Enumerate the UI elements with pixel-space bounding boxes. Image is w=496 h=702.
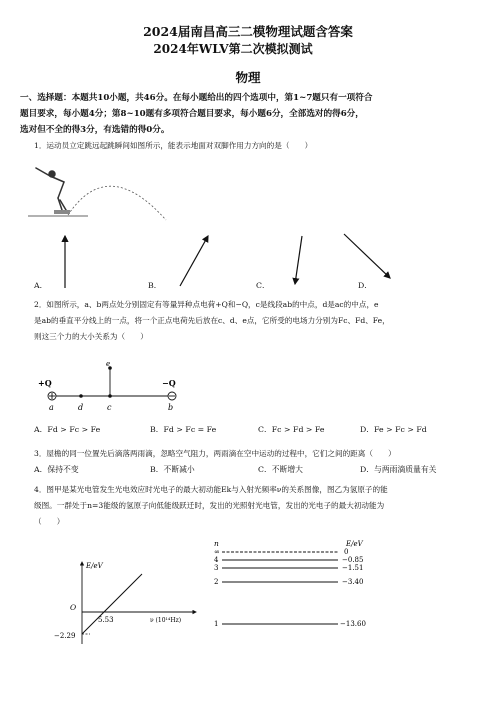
q2-option-a[interactable]: A．Fd > Fc > Fe	[34, 425, 101, 434]
point-b-label: b	[168, 403, 174, 412]
levels-e-label: E/eV	[346, 540, 363, 548]
graph-x-intercept: 5.53	[98, 616, 114, 624]
q3-option-c[interactable]: C．不断增大	[258, 465, 303, 474]
q1-arrow-options	[30, 228, 470, 290]
q2-line-1: 2．如图所示，a、b两点处分别固定有等量异种点电荷+Q和−Q，c是线段ab的中点，d是ac的中点，e	[34, 300, 379, 309]
photoelectric-graph	[50, 556, 200, 646]
level-n-4: 4	[214, 556, 219, 564]
level-n-1: 1	[214, 620, 219, 628]
q2-stem	[34, 297, 484, 345]
level-e-2: −3.40	[342, 578, 364, 586]
level-e-1: −13.60	[340, 620, 366, 628]
q2-option-b[interactable]: B．Fd > Fc = Fe	[150, 425, 217, 434]
levels-n-label: n	[214, 539, 219, 548]
document-title: 2024届南昌高三二模物理试题含答案	[143, 24, 353, 39]
graph-y-intercept: −2.29	[54, 632, 76, 640]
q2-option-c[interactable]: C．Fc > Fd > Fe	[258, 425, 325, 434]
q3-option-b[interactable]: B．不断减小	[150, 465, 195, 474]
point-a-label: a	[49, 403, 54, 412]
long-jump-figure	[28, 160, 168, 230]
charge-diagram	[34, 358, 194, 414]
graph-origin: O	[70, 603, 77, 612]
exam-subtitle: 2024年WLV第二次模拟测试	[153, 42, 313, 56]
point-e-label: e	[106, 360, 111, 368]
q1-option-c[interactable]: C．	[256, 281, 270, 290]
graph-ylabel: E/eV	[86, 562, 103, 570]
level-e-3: −1.51	[342, 564, 364, 572]
q2-line-3: 则这三个力的大小关系为（ ）	[34, 332, 148, 341]
minus-q-label: −Q	[162, 378, 176, 388]
level-e-4: −0.85	[342, 556, 364, 564]
plus-q-label: +Q	[38, 378, 52, 388]
point-d-label: d	[78, 403, 84, 412]
q1-option-d[interactable]: D．	[358, 281, 373, 290]
energy-level-diagram	[210, 538, 390, 638]
point-c-label: c	[107, 403, 112, 412]
q1-stem: 1．运动员立定跳远起跳瞬间如图所示，能表示地面对双脚作用力方向的是（ ）	[34, 141, 313, 150]
q2-option-d[interactable]: D．Fe > Fc > Fd	[360, 425, 427, 434]
level-n-3: 3	[214, 564, 219, 572]
graph-xlabel: ν (10¹⁴Hz)	[150, 617, 182, 624]
q1-option-b[interactable]: B．	[148, 281, 162, 290]
q4-line-2: 级图。一群处于n=3能级的氢原子向低能级跃迁时，发出的光照射光电管，发出的光电子的最大初动能为	[34, 501, 385, 510]
section-line-3: 选对但不全的得3分，有选错的得0分。	[20, 125, 170, 135]
q3-option-a[interactable]: A．保持不变	[34, 465, 79, 474]
q3-option-d[interactable]: D．与两雨滴质量有关	[360, 465, 437, 474]
q3-stem: 3．屋檐的同一位置先后滴落两雨滴，忽略空气阻力，两雨滴在空中运动的过程中，它们之间的距离（ ）	[34, 449, 396, 458]
arrow-d-icon	[344, 234, 390, 278]
q4-line-1: 4．图甲是某光电管发生光电效应时光电子的最大初动能Ek与入射光频率ν的关系图像，图乙为氢原子的能	[34, 485, 388, 494]
q2-line-2: 是ab的垂直平分线上的一点，将一个正点电荷先后放在c、d、e点，它所受的电场力分别为Fc、Fd、Fe，	[34, 316, 390, 325]
q1-option-a[interactable]: A．	[34, 281, 48, 290]
section-line-2: 题目要求，每小题4分；第8~10题有多项符合题目要求，每小题6分，全部选对的得6分，	[20, 109, 364, 119]
level-n-inf: ∞	[214, 548, 220, 556]
arrow-c-icon	[295, 236, 302, 284]
level-e-inf: 0	[344, 548, 349, 556]
level-n-2: 2	[214, 578, 219, 586]
section-line-1: 一、选择题：本题共10小题，共46分。在每小题给出的四个选项中，第1~7题只有一项符合	[20, 93, 373, 103]
arrow-b-icon	[180, 236, 208, 286]
q4-line-3: （ ）	[34, 517, 65, 526]
subject-title: 物理	[235, 70, 261, 85]
section-instructions	[20, 90, 480, 138]
q4-stem	[34, 482, 484, 530]
